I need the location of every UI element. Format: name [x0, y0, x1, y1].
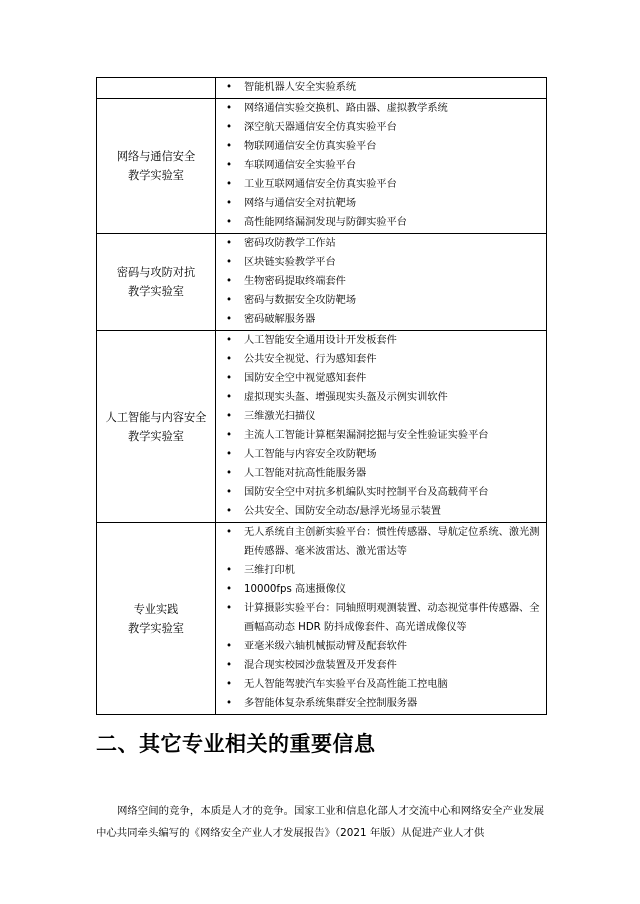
lab-items-cell: [216, 99, 547, 234]
lab-row: [97, 331, 547, 523]
equipment-item-text: 密码与数据安全攻防靶场: [244, 295, 357, 306]
equipment-item-text: 国防安全空中对抗多机编队实时控制平台及高载荷平台: [244, 487, 489, 498]
equipment-list: [216, 331, 546, 522]
lab-items-cell: [216, 78, 547, 99]
lab-equipment-table: [96, 77, 547, 715]
lab-name-cell: [97, 523, 216, 715]
equipment-item-text: 密码破解服务器: [244, 314, 316, 325]
list-item: [226, 561, 542, 580]
list-item: [226, 369, 542, 388]
bullet-icon: •: [226, 238, 233, 249]
lab-items-cell: [216, 523, 547, 715]
lab-name-line: 专业实践: [133, 602, 179, 616]
bullet-icon: •: [226, 198, 233, 209]
bullet-icon: •: [226, 122, 233, 133]
list-item: [226, 156, 542, 175]
list-item: [226, 213, 542, 232]
bullet-icon: •: [226, 660, 233, 671]
list-item: [226, 350, 542, 369]
lab-name-line: 教学实验室: [128, 285, 184, 298]
list-item: [226, 137, 542, 156]
bullet-icon: •: [226, 335, 233, 346]
list-item: [226, 272, 542, 291]
list-item: [226, 464, 542, 483]
lab-row: [97, 234, 547, 331]
lab-row: [97, 78, 547, 99]
bullet-icon: •: [226, 603, 233, 614]
equipment-item-text: 区块链实验教学平台: [244, 257, 336, 268]
list-item: [226, 599, 542, 637]
list-item: [226, 483, 542, 502]
bullet-icon: •: [226, 257, 233, 268]
equipment-item-text: 物联网通信安全仿真实验平台: [244, 141, 377, 152]
equipment-item-text: 生物密码提取终端套件: [244, 276, 346, 287]
equipment-item-text: 密码攻防教学工作站: [244, 238, 336, 249]
lab-items-cell: [216, 234, 547, 331]
bullet-icon: •: [226, 584, 233, 595]
bullet-icon: •: [226, 295, 233, 306]
list-item: [226, 175, 542, 194]
bullet-icon: •: [226, 179, 233, 190]
bullet-icon: •: [226, 487, 233, 498]
equipment-item-text: 无人智能驾驶汽车实验平台及高性能工控电脑: [244, 679, 448, 690]
equipment-item-text: 主流人工智能计算框架漏洞挖掘与安全性验证实验平台: [244, 430, 489, 441]
bullet-icon: •: [226, 565, 233, 576]
bullet-icon: •: [226, 82, 233, 93]
section-paragraph: 网络空间的竞争，本质是人才的竞争。国家工业和信息化部人才交流中心和网络安全产业发展中心共同牵头编写的《网络安全产业人才发展报告》（2021 年版）从促进产业人才供: [96, 805, 544, 839]
lab-name-line: 人工智能与内容安全: [105, 410, 207, 424]
equipment-list: [216, 523, 546, 714]
bullet-icon: •: [226, 373, 233, 384]
equipment-item-text: 公共安全视觉、行为感知套件: [244, 354, 377, 365]
bullet-icon: •: [226, 217, 233, 228]
equipment-list: [216, 78, 546, 98]
bullet-icon: •: [226, 698, 233, 709]
equipment-item-text: 高性能网络漏洞发现与防御实验平台: [244, 217, 407, 228]
equipment-item-text: 智能机器人安全实验系统: [244, 82, 357, 93]
bullet-icon: •: [226, 641, 233, 652]
equipment-item-text: 人工智能对抗高性能服务器: [244, 468, 367, 479]
bullet-icon: •: [226, 392, 233, 403]
list-item: [226, 118, 542, 137]
bullet-icon: •: [226, 449, 233, 460]
equipment-item-text: 无人系统自主创新实验平台：惯性传感器、导航定位系统、激光测距传感器、毫米波雷达、激光雷达等: [244, 527, 540, 557]
equipment-item-text: 亚毫米级六轴机械振动臂及配套软件: [244, 641, 407, 652]
bullet-icon: •: [226, 527, 233, 538]
list-item: [226, 580, 542, 599]
equipment-item-text: 工业互联网通信安全仿真实验平台: [244, 179, 397, 190]
equipment-item-text: 网络与通信安全对抗靶场: [244, 198, 357, 209]
equipment-list: [216, 234, 546, 330]
list-item: [226, 407, 542, 426]
lab-row: [97, 523, 547, 715]
lab-table-body: [97, 78, 547, 715]
list-item: [226, 523, 542, 561]
equipment-item-text: 人工智能安全通用设计开发板套件: [244, 335, 397, 346]
bullet-icon: •: [226, 276, 233, 287]
equipment-item-text: 国防安全空中视觉感知套件: [244, 373, 367, 384]
equipment-item-text: 三维激光扫描仪: [244, 411, 316, 422]
list-item: [226, 388, 542, 407]
equipment-item-text: 虚拟现实头盔、增强现实头盔及示例实训软件: [244, 392, 448, 403]
bullet-icon: •: [226, 679, 233, 690]
bullet-icon: •: [226, 314, 233, 325]
list-item: [226, 331, 542, 350]
lab-name-cell: [97, 99, 216, 234]
equipment-list: [216, 99, 546, 233]
list-item: [226, 291, 542, 310]
list-item: [226, 694, 542, 713]
lab-name-cell: [97, 78, 216, 99]
equipment-item-text: 10000fps 高速摄像仪: [244, 584, 346, 595]
bullet-icon: •: [226, 354, 233, 365]
equipment-item-text: 三维打印机: [244, 565, 295, 576]
lab-name-line: 网络与通信安全: [116, 150, 196, 163]
list-item: [226, 234, 542, 253]
section-heading: 二、其它专业相关的重要信息: [96, 732, 376, 756]
equipment-item-text: 计算摄影实验平台：同轴照明观测装置、动态视觉事件传感器、全画幅高动态 HDR 防抖成像套件、高光谱成像仪等: [244, 603, 540, 633]
lab-name-cell: [97, 234, 216, 331]
equipment-item-text: 多智能体复杂系统集群安全控制服务器: [244, 698, 418, 709]
lab-name-line: 教学实验室: [128, 169, 184, 182]
bullet-icon: •: [226, 160, 233, 171]
bullet-icon: •: [226, 411, 233, 422]
lab-items-cell: [216, 331, 547, 523]
lab-name-line: 教学实验室: [128, 429, 184, 443]
list-item: [226, 99, 542, 118]
list-item: [226, 502, 542, 521]
equipment-item-text: 深空航天器通信安全仿真实验平台: [244, 122, 397, 133]
list-item: [226, 637, 542, 656]
equipment-item-text: 网络通信实验交换机、路由器、虚拟教学系统: [244, 103, 448, 114]
list-item: [226, 656, 542, 675]
list-item: [226, 194, 542, 213]
equipment-item-text: 人工智能与内容安全攻防靶场: [244, 449, 377, 460]
bullet-icon: •: [226, 468, 233, 479]
list-item: [226, 310, 542, 329]
equipment-item-text: 混合现实校园沙盘装置及开发套件: [244, 660, 397, 671]
list-item: [226, 253, 542, 272]
lab-name-line: 密码与攻防对抗: [116, 266, 196, 279]
bullet-icon: •: [226, 506, 233, 517]
list-item: [226, 675, 542, 694]
equipment-item-text: 公共安全、国防安全动态/悬浮光场显示装置: [244, 506, 441, 517]
list-item: [226, 445, 542, 464]
lab-name-line: 教学实验室: [128, 621, 184, 635]
list-item: [226, 426, 542, 445]
bullet-icon: •: [226, 103, 233, 114]
lab-name-cell: [97, 331, 216, 523]
bullet-icon: •: [226, 141, 233, 152]
list-item: [226, 78, 542, 97]
bullet-icon: •: [226, 430, 233, 441]
lab-row: [97, 99, 547, 234]
equipment-item-text: 车联网通信安全实验平台: [244, 160, 357, 171]
